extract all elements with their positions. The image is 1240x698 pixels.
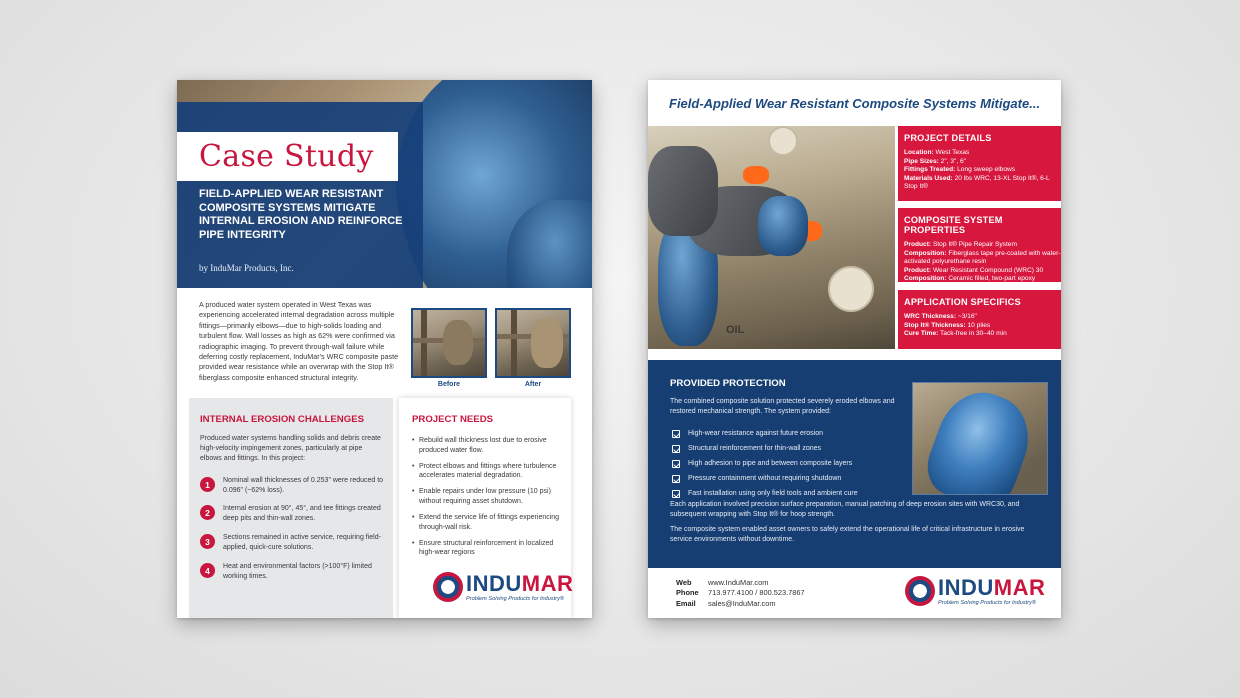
protection-paragraph: Each application involved precision surface preparation, manual patching of deep erosion sites with WRC30, and subsequent wrapping with Stop It® for hoop strength. — [670, 501, 1020, 518]
before-caption: Before — [437, 381, 461, 388]
before-photo — [411, 308, 487, 378]
after-caption: After — [524, 381, 542, 388]
wrapped-elbow-photo — [912, 382, 1048, 495]
checkbox-icon — [672, 430, 680, 438]
logo-indu: INDU — [466, 570, 522, 596]
number-badge: 1 — [200, 477, 215, 492]
hero-photo — [177, 80, 592, 288]
challenge-item — [200, 533, 384, 552]
detail-row: Materials Used: 20 lbs WRC, 13-XL Stop It®, 6-L Stop It® — [904, 174, 1050, 191]
protection-checklist — [672, 426, 912, 501]
list-item: • Enable repairs under low pressure (10 psi) without requiring asset shutdown. — [412, 487, 564, 506]
protection-lead: The combined composite solution protected severely eroded elbows and restored mechanical strength. The system provided: — [670, 398, 895, 415]
email-link[interactable]: sales@InduMar.com — [708, 598, 776, 608]
protection-paragraph: The composite system enabled asset owners to safely extend the operational life of critical infrastructure in erosive service environments without downtime. — [670, 526, 1025, 543]
number-badge: 3 — [200, 534, 215, 549]
provided-protection-heading: PROVIDED PROTECTION — [670, 378, 786, 389]
email-label: Email — [676, 598, 696, 608]
detail-row: Composition: Fiberglass tape pre-coated with water-activated polyurethane resin — [904, 249, 1061, 266]
detail-row: WRC Thickness: ~3/16" — [904, 313, 977, 320]
after-photo — [495, 308, 571, 378]
intro-paragraph: A produced water system operated in West Texas was experiencing accelerated internal degradation across multiple fittings—primarily elbows—due to high-solids loading and turbulent flow. Wall losses as high as 62% were confirmed via radiographic imaging. To prevent through-wall failure while deferring costly replacement, InduMar's WRC composite paste provided wear resistance while an overwrap with the Stop It® fiberglass composite enhanced structural integrity. — [199, 300, 399, 382]
logo-tagline: Problem Solving Products for Industry® — [466, 595, 565, 602]
challenge-text: Heat and environmental factors (>100°F) limited working times. — [223, 563, 372, 580]
list-item: • Ensure structural reinforcement in localized high-wear regions — [412, 539, 564, 558]
logo-mar: MAR — [993, 574, 1046, 600]
challenge-text: Sections remained in active service, requiring field-applied, quick-cure solutions. — [223, 534, 381, 551]
project-details-panel — [898, 126, 1061, 201]
list-item: Fast installation using only field tools and ambient cure — [672, 486, 912, 501]
list-item: • Extend the service life of fittings experiencing through-wall risk. — [412, 513, 564, 532]
challenge-text: Internal erosion at 90°, 45°, and tee fittings created deep pits and thin-wall zones. — [223, 505, 381, 522]
indumar-logo-icon — [905, 576, 935, 606]
list-item: • Protect elbows and fittings where turbulence accelerates material degradation. — [412, 462, 564, 481]
detail-row: Fittings Treated: Long sweep elbows — [904, 166, 1016, 174]
indumar-logo — [433, 572, 573, 602]
oil-tank-label: OIL — [726, 324, 745, 336]
challenges-lead: Produced water systems handling solids and debris create high-velocity impingement zones, particularly at pipe elbows and fittings. In this project: — [200, 435, 381, 462]
challenge-text: Nominal wall thicknesses of 0.253" were reduced to 0.096" (~62% loss). — [223, 477, 384, 494]
detail-row: Product: Wear Resistant Compound (WRC) 30 — [904, 266, 1044, 274]
project-details-heading: PROJECT DETAILS — [904, 133, 992, 143]
phone-label: Phone — [676, 588, 699, 598]
indumar-logo-icon — [433, 572, 463, 602]
checkbox-icon — [672, 490, 680, 498]
composite-system-properties-panel — [898, 208, 1061, 282]
detail-row: Product: Stop It® Pipe Repair System — [904, 241, 1017, 248]
number-badge: 2 — [200, 505, 215, 520]
web-label: Web — [676, 578, 692, 587]
checkbox-icon — [672, 475, 680, 483]
list-item: Structural reinforcement for thin-wall zones — [672, 441, 912, 456]
contact-block — [676, 578, 805, 609]
list-item: • Rebuild wall thickness lost due to erosive produced water flow. — [412, 436, 564, 455]
contact-email-row — [676, 599, 805, 609]
provided-protection-panel — [648, 360, 1061, 568]
list-item: Pressure containment without requiring shutdown — [672, 471, 912, 486]
checkbox-icon — [672, 460, 680, 468]
challenge-item — [200, 504, 384, 523]
workers-repair-photo — [648, 126, 895, 349]
composite-properties-heading: COMPOSITE SYSTEM PROPERTIES — [904, 215, 1003, 235]
phone-number: 713.977.4100 / 800.523.7867 — [708, 588, 805, 598]
detail-row: Composition: Ceramic filled, two-part epoxy — [904, 275, 1036, 283]
internal-erosion-challenges-panel — [189, 398, 393, 618]
challenge-item — [200, 562, 384, 581]
web-link[interactable]: www.InduMar.com — [708, 578, 769, 587]
back-page-title: Field-Applied Wear Resistant Composite Systems Mitigate... — [669, 96, 1041, 111]
detail-row: Cure Time: Tack-free in 30–40 min — [904, 330, 1007, 338]
logo-indu: INDU — [938, 574, 994, 600]
logo-mar: MAR — [521, 570, 574, 596]
application-specifics-panel — [898, 290, 1061, 349]
contact-web-row — [676, 578, 805, 588]
list-item: High adhesion to pipe and between composite layers — [672, 456, 912, 471]
project-needs-heading: PROJECT NEEDS — [412, 414, 494, 425]
case-study-front-page — [177, 80, 592, 618]
detail-row: Stop It® Thickness: 10 plies — [904, 321, 991, 329]
byline: by InduMar Products, Inc. — [199, 263, 294, 273]
checkbox-icon — [672, 445, 680, 453]
logo-tagline: Problem Solving Products for Industry® — [938, 599, 1037, 606]
number-badge: 4 — [200, 563, 215, 578]
detail-row: Location: West Texas — [904, 149, 970, 156]
list-item: High-wear resistance against future erosion — [672, 426, 912, 441]
challenges-heading: INTERNAL EROSION CHALLENGES — [200, 414, 364, 425]
project-needs-list — [412, 436, 564, 564]
contact-phone-row — [676, 588, 805, 598]
detail-row: Pipe Sizes: 2", 3", 6" — [904, 157, 967, 165]
case-study-back-page — [648, 80, 1061, 618]
indumar-logo — [905, 576, 1045, 606]
case-study-title-box — [177, 132, 398, 181]
case-study-headline: FIELD-APPLIED WEAR RESISTANT COMPOSITE SYSTEMS MITIGATE INTERNAL EROSION AND REINFORCE PIPE INTEGRITY — [199, 188, 403, 241]
application-specifics-heading: APPLICATION SPECIFICS — [904, 297, 1021, 307]
challenge-item — [200, 476, 384, 495]
case-study-title: Case Study — [199, 139, 374, 174]
